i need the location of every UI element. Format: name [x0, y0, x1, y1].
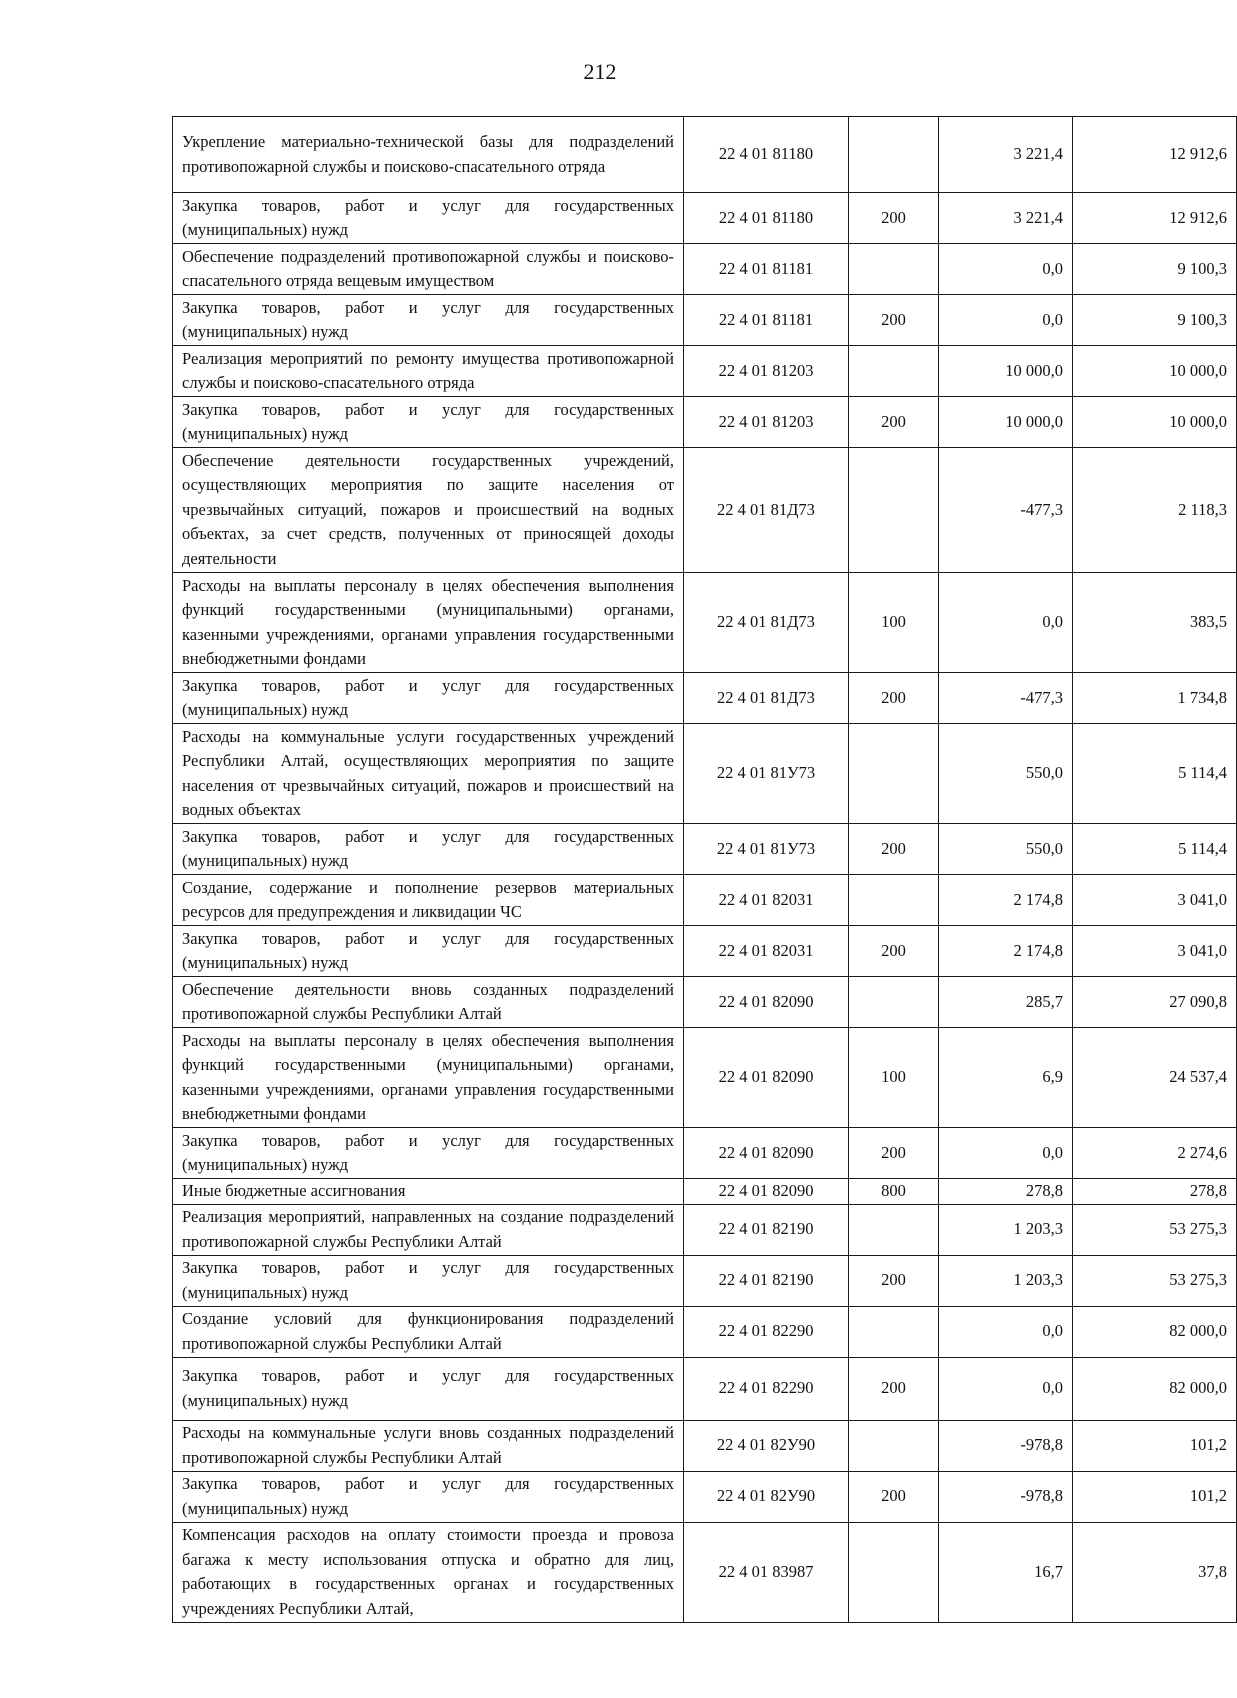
row-code-cell: 22 4 01 81180	[684, 193, 849, 244]
row-type-cell	[849, 346, 939, 397]
table-row	[173, 1128, 1237, 1179]
row-total-cell: 9 100,3	[1073, 244, 1237, 295]
row-type-cell	[849, 244, 939, 295]
table-row	[173, 346, 1237, 397]
row-code-cell: 22 4 01 82290	[684, 1357, 849, 1420]
row-type-cell	[849, 977, 939, 1028]
row-change-cell: 16,7	[939, 1522, 1073, 1622]
table-row	[173, 1420, 1237, 1471]
row-name-cell: Закупка товаров, работ и услуг для государственных (муниципальных) нужд	[173, 1128, 684, 1179]
table-row	[173, 824, 1237, 875]
row-change-cell: 550,0	[939, 724, 1073, 824]
row-total-cell: 53 275,3	[1073, 1255, 1237, 1306]
row-name-cell: Закупка товаров, работ и услуг для государственных (муниципальных) нужд	[173, 824, 684, 875]
row-name-cell: Создание условий для функционирования подразделений противопожарной службы Республики Алтай	[173, 1306, 684, 1357]
row-total-cell: 24 537,4	[1073, 1028, 1237, 1128]
row-name-cell: Закупка товаров, работ и услуг для государственных (муниципальных) нужд	[173, 1357, 684, 1420]
table-row	[173, 573, 1237, 673]
row-name-cell: Реализация мероприятий по ремонту имущества противопожарной службы и поисково-спасательного отряда	[173, 346, 684, 397]
row-change-cell: 2 174,8	[939, 926, 1073, 977]
row-code-cell: 22 4 01 81Д73	[684, 448, 849, 573]
row-type-cell: 800	[849, 1179, 939, 1205]
row-name-cell: Обеспечение деятельности государственных учреждений, осуществляющих мероприятия по защите населения от чрезвычайных ситуаций, пожаров и происшествий на водных объектах, за счет средств, полученных от приносящей доходы деятельности	[173, 448, 684, 573]
table-row	[173, 1522, 1237, 1622]
row-code-cell: 22 4 01 82290	[684, 1306, 849, 1357]
row-change-cell: 10 000,0	[939, 397, 1073, 448]
row-name-cell: Обеспечение деятельности вновь созданных подразделений противопожарной службы Республики Алтай	[173, 977, 684, 1028]
row-code-cell: 22 4 01 81Д73	[684, 673, 849, 724]
row-name-cell: Закупка товаров, работ и услуг для государственных (муниципальных) нужд	[173, 397, 684, 448]
row-code-cell: 22 4 01 82У90	[684, 1471, 849, 1522]
row-code-cell: 22 4 01 81У73	[684, 724, 849, 824]
table-row	[173, 397, 1237, 448]
row-code-cell: 22 4 01 82090	[684, 1179, 849, 1205]
row-change-cell: 285,7	[939, 977, 1073, 1028]
row-type-cell	[849, 1420, 939, 1471]
row-total-cell: 3 041,0	[1073, 875, 1237, 926]
row-change-cell: 0,0	[939, 1357, 1073, 1420]
row-code-cell: 22 4 01 83987	[684, 1522, 849, 1622]
row-total-cell: 12 912,6	[1073, 193, 1237, 244]
row-name-cell: Расходы на выплаты персоналу в целях обеспечения выполнения функций государственными (муниципальными) органами, казенными учреждениями, органами управления государственными внебюджетными фондами	[173, 573, 684, 673]
row-total-cell: 12 912,6	[1073, 117, 1237, 193]
row-change-cell: 3 221,4	[939, 193, 1073, 244]
table-row	[173, 295, 1237, 346]
row-total-cell: 53 275,3	[1073, 1204, 1237, 1255]
row-code-cell: 22 4 01 81181	[684, 295, 849, 346]
row-type-cell: 200	[849, 1128, 939, 1179]
table-row	[173, 1204, 1237, 1255]
row-change-cell: 550,0	[939, 824, 1073, 875]
row-type-cell: 100	[849, 573, 939, 673]
row-name-cell: Расходы на коммунальные услуги государственных учреждений Республики Алтай, осуществляющих мероприятия по защите населения от чрезвычайных ситуаций, пожаров и происшествий на водных объектах	[173, 724, 684, 824]
row-type-cell	[849, 1306, 939, 1357]
row-change-cell: -477,3	[939, 673, 1073, 724]
page-number: 212	[583, 59, 617, 84]
row-total-cell: 101,2	[1073, 1471, 1237, 1522]
row-change-cell: 0,0	[939, 244, 1073, 295]
row-change-cell: -477,3	[939, 448, 1073, 573]
row-change-cell: 1 203,3	[939, 1255, 1073, 1306]
row-type-cell: 200	[849, 1255, 939, 1306]
row-type-cell: 200	[849, 926, 939, 977]
table-row	[173, 875, 1237, 926]
row-name-cell: Создание, содержание и пополнение резервов материальных ресурсов для предупреждения и ликвидации ЧС	[173, 875, 684, 926]
row-name-cell: Закупка товаров, работ и услуг для государственных (муниципальных) нужд	[173, 295, 684, 346]
row-total-cell: 1 734,8	[1073, 673, 1237, 724]
table-row	[173, 1306, 1237, 1357]
row-total-cell: 37,8	[1073, 1522, 1237, 1622]
row-name-cell: Закупка товаров, работ и услуг для государственных (муниципальных) нужд	[173, 926, 684, 977]
table-row	[173, 193, 1237, 244]
table-row	[173, 1028, 1237, 1128]
row-code-cell: 22 4 01 82031	[684, 875, 849, 926]
row-name-cell: Расходы на выплаты персоналу в целях обеспечения выполнения функций государственными (муниципальными) органами, казенными учреждениями, органами управления государственными внебюджетными фондами	[173, 1028, 684, 1128]
row-code-cell: 22 4 01 82090	[684, 977, 849, 1028]
row-code-cell: 22 4 01 81203	[684, 397, 849, 448]
table-row	[173, 1471, 1237, 1522]
row-name-cell: Иные бюджетные ассигнования	[173, 1179, 684, 1205]
row-total-cell: 5 114,4	[1073, 824, 1237, 875]
row-type-cell	[849, 1522, 939, 1622]
row-change-cell: 6,9	[939, 1028, 1073, 1128]
table-row	[173, 1357, 1237, 1420]
row-code-cell: 22 4 01 82190	[684, 1255, 849, 1306]
row-change-cell: 1 203,3	[939, 1204, 1073, 1255]
row-name-cell: Закупка товаров, работ и услуг для государственных (муниципальных) нужд	[173, 1255, 684, 1306]
row-total-cell: 82 000,0	[1073, 1357, 1237, 1420]
budget-table	[172, 116, 1237, 1623]
row-total-cell: 10 000,0	[1073, 346, 1237, 397]
row-code-cell: 22 4 01 81180	[684, 117, 849, 193]
row-total-cell: 2 274,6	[1073, 1128, 1237, 1179]
row-type-cell: 200	[849, 1357, 939, 1420]
row-code-cell: 22 4 01 82190	[684, 1204, 849, 1255]
row-total-cell: 10 000,0	[1073, 397, 1237, 448]
row-type-cell: 200	[849, 397, 939, 448]
row-code-cell: 22 4 01 81181	[684, 244, 849, 295]
row-type-cell: 200	[849, 295, 939, 346]
row-type-cell: 200	[849, 673, 939, 724]
row-total-cell: 101,2	[1073, 1420, 1237, 1471]
table-row	[173, 117, 1237, 193]
row-type-cell: 200	[849, 1471, 939, 1522]
row-code-cell: 22 4 01 82090	[684, 1028, 849, 1128]
row-code-cell: 22 4 01 82У90	[684, 1420, 849, 1471]
row-change-cell: 0,0	[939, 1306, 1073, 1357]
row-code-cell: 22 4 01 82031	[684, 926, 849, 977]
row-name-cell: Обеспечение подразделений противопожарной службы и поисково-спасательного отряда вещевым имуществом	[173, 244, 684, 295]
row-type-cell	[849, 448, 939, 573]
row-name-cell: Укрепление материально-технической базы для подразделений противопожарной службы и поисково-спасательного отряда	[173, 117, 684, 193]
row-total-cell: 278,8	[1073, 1179, 1237, 1205]
row-name-cell: Расходы на коммунальные услуги вновь созданных подразделений противопожарной службы Республики Алтай	[173, 1420, 684, 1471]
row-code-cell: 22 4 01 81У73	[684, 824, 849, 875]
row-change-cell: 10 000,0	[939, 346, 1073, 397]
table-row	[173, 926, 1237, 977]
row-code-cell: 22 4 01 82090	[684, 1128, 849, 1179]
row-name-cell: Закупка товаров, работ и услуг для государственных (муниципальных) нужд	[173, 1471, 684, 1522]
row-total-cell: 82 000,0	[1073, 1306, 1237, 1357]
row-total-cell: 9 100,3	[1073, 295, 1237, 346]
row-total-cell: 27 090,8	[1073, 977, 1237, 1028]
row-total-cell: 2 118,3	[1073, 448, 1237, 573]
row-total-cell: 3 041,0	[1073, 926, 1237, 977]
row-change-cell: -978,8	[939, 1471, 1073, 1522]
row-name-cell: Реализация мероприятий, направленных на создание подразделений противопожарной службы Республики Алтай	[173, 1204, 684, 1255]
row-type-cell: 200	[849, 193, 939, 244]
row-change-cell: 278,8	[939, 1179, 1073, 1205]
row-change-cell: 0,0	[939, 295, 1073, 346]
row-code-cell: 22 4 01 81203	[684, 346, 849, 397]
table-row	[173, 1179, 1237, 1205]
row-change-cell: 0,0	[939, 573, 1073, 673]
row-type-cell	[849, 117, 939, 193]
row-change-cell: 3 221,4	[939, 117, 1073, 193]
row-name-cell: Компенсация расходов на оплату стоимости проезда и провоза багажа к месту использования отпуска и обратно для лиц, работающих в государственных органах и государственных учреждениях Республики Алтай,	[173, 1522, 684, 1622]
row-change-cell: 0,0	[939, 1128, 1073, 1179]
table-row	[173, 724, 1237, 824]
row-name-cell: Закупка товаров, работ и услуг для государственных (муниципальных) нужд	[173, 193, 684, 244]
table-row	[173, 977, 1237, 1028]
row-total-cell: 5 114,4	[1073, 724, 1237, 824]
row-type-cell	[849, 875, 939, 926]
row-total-cell: 383,5	[1073, 573, 1237, 673]
table-row	[173, 448, 1237, 573]
row-change-cell: 2 174,8	[939, 875, 1073, 926]
row-type-cell: 100	[849, 1028, 939, 1128]
row-change-cell: -978,8	[939, 1420, 1073, 1471]
table-row	[173, 244, 1237, 295]
row-type-cell: 200	[849, 824, 939, 875]
table-row	[173, 1255, 1237, 1306]
row-code-cell: 22 4 01 81Д73	[684, 573, 849, 673]
row-type-cell	[849, 1204, 939, 1255]
row-type-cell	[849, 724, 939, 824]
table-row	[173, 673, 1237, 724]
row-name-cell: Закупка товаров, работ и услуг для государственных (муниципальных) нужд	[173, 673, 684, 724]
budget-table-body	[173, 117, 1237, 1623]
